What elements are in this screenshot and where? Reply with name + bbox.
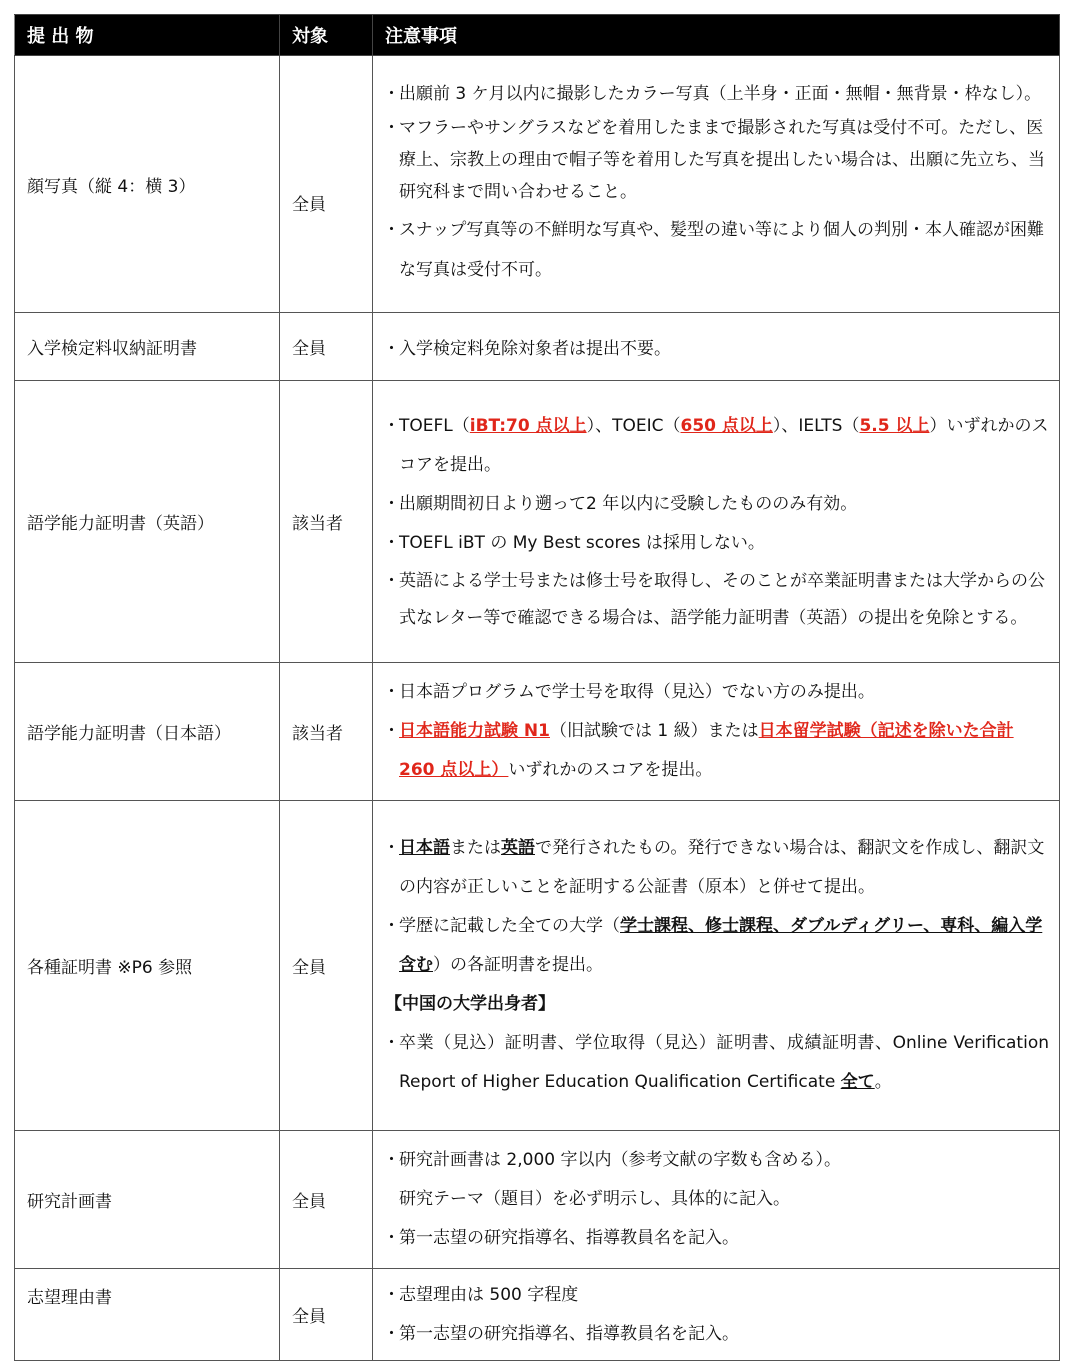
jlpt-mid: （旧試験では 1 級）または: [549, 721, 759, 741]
china-bold: 全て: [840, 1072, 875, 1092]
lang-ja: 日本語: [399, 838, 450, 858]
header-item: 提 出 物: [15, 15, 280, 56]
item-name-text: 志望理由書: [27, 1288, 112, 1308]
header-target: 対象: [280, 15, 373, 56]
target-label: 該当者: [280, 663, 373, 801]
toeic-score: 650 点以上: [680, 415, 773, 436]
requirements-table: [14, 14, 1060, 1361]
note-item: ・ マフラーやサングラスなどを着用したままで撮影された写真は受付不可。ただし、医療上、宗教上の理由で帽子等を着用した写真を提出したい場合は、出願に先立ち、当研究科まで問い合わせること。: [385, 112, 1049, 208]
note-item: ・ TOEFL iBT の My Best scores は採用しない。: [385, 524, 1049, 563]
notes-cell: [373, 801, 1060, 1131]
ielts-text: ）、IELTS（: [772, 415, 860, 436]
target-label: 全員: [280, 313, 373, 381]
item-name: 研究計画書: [15, 1131, 280, 1269]
note-item: ・ 日本語プログラムで学士号を取得（見込）でない方のみ提出。: [385, 673, 1049, 712]
toefl-text: TOEFL（: [399, 415, 470, 436]
eju-score: 日本留学試験（記述を除いた合計 260 点以上）: [399, 721, 1014, 780]
note-item: ・ スナップ写真等の不鮮明な写真や、髪型の違い等により個人の判別・本人確認が困難な写真は受付不可。: [385, 210, 1049, 290]
note-item: [385, 407, 1049, 485]
note-item: ・ 第一志望の研究指導名、指導教員名を記入。: [385, 1219, 1049, 1258]
note-item: ・ 第一志望の研究指導名、指導教員名を記入。: [385, 1315, 1049, 1354]
note-item: [385, 829, 1049, 907]
table-row: [15, 801, 1060, 1131]
table-row: [15, 381, 1060, 663]
note-item: [385, 712, 1049, 790]
table-header-row: [15, 15, 1060, 56]
target-label: 全員: [280, 1269, 373, 1361]
toefl-post: ）いずれかのスコアを提出。: [399, 415, 1049, 475]
item-name: 語学能力証明書（英語）: [15, 381, 280, 663]
item-name: 各種証明書 ※P6 参照: [15, 801, 280, 1131]
lang-mid: または: [450, 838, 501, 858]
china-text: 卒業（見込）証明書、学位取得（見込）証明書、成績証明書、Online Verification Report of Higher Education Qualification Certificate: [399, 1033, 1049, 1092]
history-bold: 学士課程、修士課程、ダブルディグリー、専科、編入学含む: [399, 916, 1043, 975]
notes-cell: [373, 381, 1060, 663]
notes-cell: [373, 313, 1060, 381]
note-item: ・ 出願前 3 ケ月以内に撮影したカラー写真（上半身・正面・無帽・無背景・枠なし）。: [385, 78, 1049, 110]
history-post: ）の各証明書を提出。: [433, 955, 603, 975]
lang-en: 英語: [501, 838, 535, 858]
china-post: 。: [874, 1072, 892, 1092]
note-item: [385, 907, 1049, 985]
note-plain: 研究テーマ（題目）を必ず明示し、具体的に記入。: [399, 1189, 790, 1209]
ibt-score: iBT:70 点以上: [469, 415, 587, 436]
notes-cell: [373, 1269, 1060, 1361]
note-item: ・ 入学検定料免除対象者は提出不要。: [385, 334, 1049, 359]
china-heading: 【中国の大学出身者】: [385, 994, 555, 1014]
history-pre: 学歴に記載した全ての大学（: [399, 916, 620, 936]
note-item: ・ 出願期間初日より遡って2 年以内に受験したもののみ有効。: [385, 485, 1049, 524]
lang-post: で発行されたもの。発行できない場合は、翻訳文を作成し、翻訳文の内容が正しいことを証明する公証書（原本）と併せて提出。: [399, 838, 1045, 897]
note-item: ・ 英語による学士号または修士号を取得し、そのことが卒業証明書または大学からの公式なレター等で確認できる場合は、語学能力証明書（英語）の提出を免除とする。: [385, 563, 1049, 637]
notes-cell: [373, 1131, 1060, 1269]
table-row: [15, 56, 1060, 313]
item-name: 顔写真（縦 4：横 3）: [15, 56, 280, 313]
target-label: 全員: [292, 194, 326, 215]
header-notes: 注意事項: [373, 15, 1060, 56]
notes-cell: [373, 663, 1060, 801]
table-row: [15, 1269, 1060, 1361]
note-item: ・ 志望理由は 500 字程度: [385, 1276, 1049, 1315]
notes-cell: [373, 56, 1060, 313]
table-row: [15, 1131, 1060, 1269]
item-name: 入学検定料収納証明書: [15, 313, 280, 381]
table-row: [15, 313, 1060, 381]
jlpt-n1: 日本語能力試験 N1: [399, 721, 550, 741]
target-label: 該当者: [280, 381, 373, 663]
table-row: [15, 663, 1060, 801]
target-cell: [280, 56, 373, 313]
target-label: 全員: [280, 801, 373, 1131]
jlpt-post: いずれかのスコアを提出。: [508, 760, 713, 780]
note-item: ・ 研究計画書は 2,000 字以内（参考文献の字数も含める）。: [385, 1141, 1049, 1180]
item-name: [15, 1269, 280, 1361]
note-item: [385, 1024, 1049, 1102]
ielts-score: 5.5 以上: [859, 415, 930, 436]
target-label: 全員: [280, 1131, 373, 1269]
item-name: 語学能力証明書（日本語）: [15, 663, 280, 801]
toeic-text: ）、TOEIC（: [586, 415, 681, 436]
